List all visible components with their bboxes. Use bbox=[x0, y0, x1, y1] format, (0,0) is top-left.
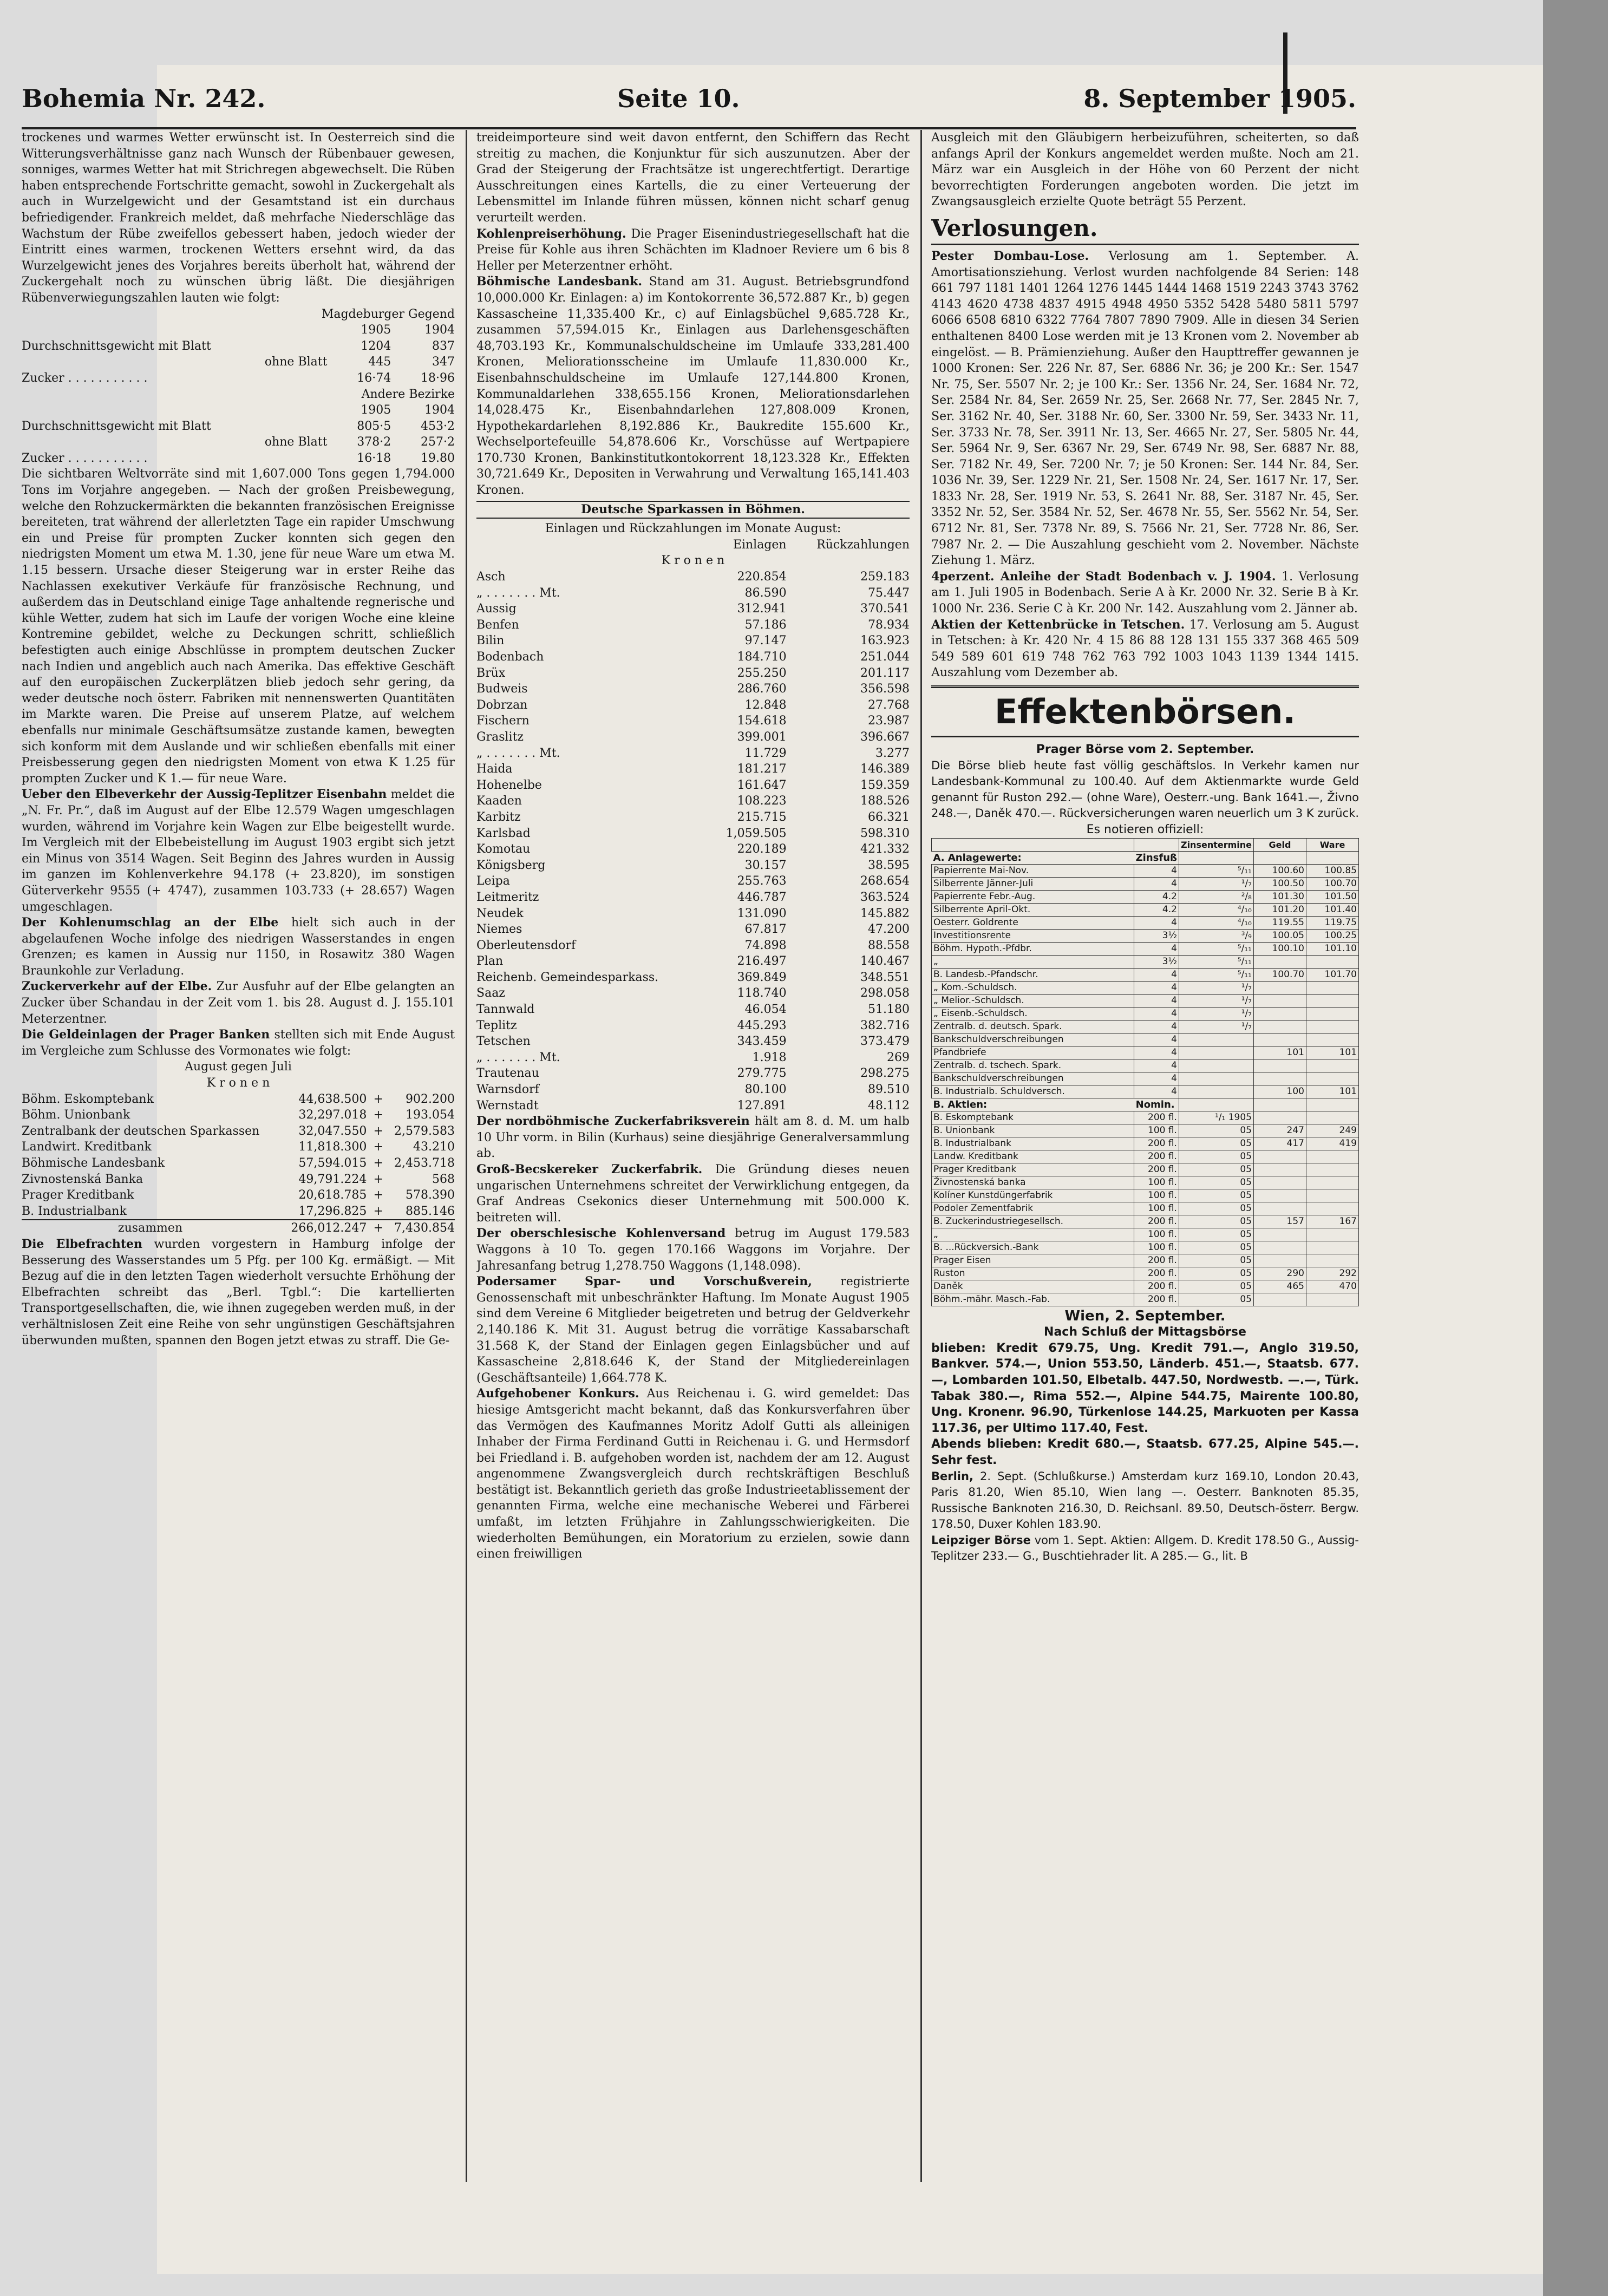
table-row: Reichenb. Gemeindesparkass. 369.849 348.551 bbox=[476, 970, 910, 984]
quotation-row: Zentralb. d. tschech. Spark. 4 bbox=[932, 1059, 1359, 1072]
table-row: Hohenelbe 161.647 159.359 bbox=[476, 778, 910, 792]
article-bankruptcy-cont: Ausgleich mit den Gläubigern herbeizuführen, scheiterten, so daß anfangs April der Konkurs angemeldet werden mußte. Noch am 21. März war ein Ausgleich in der Höhe von 60 Perzent der nicht bevorrechtigten Forderungen angeboten worden. Die jetzt im Zwangsausgleich erzielte Quote beträgt 55 Perzent. bbox=[931, 131, 1359, 209]
table-row: Kaaden 108.223 188.526 bbox=[476, 794, 910, 808]
table-row: Tannwald 46.054 51.180 bbox=[476, 1003, 910, 1017]
page-number: Seite 10. bbox=[617, 84, 740, 113]
article-sugar-elbe: Zuckerverkehr auf der Elbe. Zur Ausfuhr auf der Elbe gelangten an Zucker über Schandau in der Zeit vom 1. bis 28. August d. J. 155.101 Meterzentner. bbox=[22, 979, 455, 1026]
prague-exchange-sub: Es notieren offiziell: bbox=[1086, 822, 1204, 836]
table-row: Plan 216.497 140.467 bbox=[476, 954, 910, 969]
table-row: Bodenbach 184.710 251.044 bbox=[476, 650, 910, 664]
table-row: Tetschen 343.459 373.479 bbox=[476, 1035, 910, 1049]
quotation-row: Ruston 200 fl. 05 290 292 bbox=[932, 1267, 1359, 1280]
article-coal-price: Kohlenpreiserhöhung. Die Prager Eisenindustriegesellschaft hat die Preise für Kohle aus ihren Schächten im Kladnoer Reviere um 6 bis 8 Heller per Meterzentner erhöht. bbox=[476, 226, 910, 273]
quotation-row: Silberrente April-Okt. 4.2 ⁴/₁₀ 101.20 101.40 bbox=[932, 903, 1359, 916]
table-row: Leitmeritz 446.787 363.524 bbox=[476, 890, 910, 904]
table-row: Leipa 255.763 268.654 bbox=[476, 874, 910, 888]
article-elbe-traffic: Ueber den Elbeverkehr der Aussig-Teplitzer Eisenbahn meldet die „N. Fr. Pr.“, daß im August auf der Elbe 12.579 Wagen umgeschlagen wurden, während im Vorjahre kein Wagen zur Elbe beigestellt wurde. Im Vergleich mit der Elbebeistellung im August 1903 ergibt sich jetzt ein Minus von 3514 Wagen. Seit Beginn des Jahres wurden in Aussig im ganzen im Kohlenverkehre 94.178 (+ 23.820), im sonstigen Güterverkehr 9555 (+ 4747), zusammen 103.733 (+ 28.657) Wagen umgeschlagen. bbox=[22, 787, 455, 914]
section-subheading: Einlagen und Rückzahlungen im Monate August: bbox=[545, 522, 841, 536]
quotation-row: B. Industrialb. Schuldversch. 4 100 101 bbox=[932, 1085, 1359, 1098]
article-landesbank: Böhmische Landesbank. Stand am 31. August. Betriebsgrundfond 10,000.000 Kr. Einlagen: a) im Kontokorrente 36,572.887 Kr., b) gegen Kassascheine 11,335.400 Kr., c) auf Einlagsbüchel 9,685.728 Kr., zusammen 57,594.015 Kr., Einlagen aus Darlehensgeschäften 48,703.193 Kr., Kommunalschuldscheine im Umlaufe 333,281.400 Kronen, Meliorationsscheine im Umlaufe 11,830.000 Kr., Eisenbahnschuldscheine im Umlaufe 127,144.800 Kronen, Kommunaldarlehen 338,655.156 Kronen, Meliorationsdarlehen 14,028.475 Kr., Eisenbahndarlehen 127,808.009 Kronen, Hypothekardarlehen 8,192.886 Kr., Baukredite 155.600 Kr., Wechselportefeuille 54,878.606 Kr., Vorschüsse auf Wertpapiere 170.730 Kronen, Bankinstitutkontokorrent 18,123.328 Kr., Effekten 30,721.649 Kr., Depositen in Verwahrung und Verwaltung 165,141.403 Kronen. bbox=[476, 274, 910, 498]
article-freight-cont: treideimporteure sind weit davon entfernt, den Schiffern das Recht streitig zu machen, die Konjunktur für sich auszunutzen. Aber der Grad der Steigerung der Frachtsätze ist ungerechtfertigt. Derartige Ausschreitungen eines Kartells, die zu einer Verteuerung der Lebensmittel im Inlande führen müssen, können nicht scharf genug verurteilt werden. bbox=[476, 131, 910, 225]
article-podersam: Podersamer Spar- und Vorschußverein, registrierte Genossenschaft mit unbeschränkter Haftung. Im Monate August 1905 sind dem Vereine 6 Mitglieder beigetreten und betrug der Geldverkehr 2,140.186 K. Mit 31. August betrug die vorrätige Kassabarschaft 31.568 K, der Stand der Einlagen gegen Einlagsbücher und auf Kassascheine 2,818.646 K, der Stand der Mitgliedereinlagen (Geschäftsanteile) 1,664.778 K. bbox=[476, 1274, 910, 1385]
quotation-row: Zentralb. d. deutsch. Spark. 4 ¹/₇ bbox=[932, 1020, 1359, 1033]
table-row: Aussig 312.941 370.541 bbox=[476, 602, 910, 616]
berlin-report: Berlin, 2. Sept. (Schlußkurse.) Amsterdam kurz 169.10, London 20.43, Paris 81.20, Wien 85.10, Wien lang —. Oesterr. Banknoten 85.35, Russische Banknoten 216.30, D. Reichsanl. 89.50, Deutsch-österr. Bergw. 178.50, Duxer Kohlen 183.90. bbox=[931, 1469, 1359, 1531]
beet-table-other: 1905 1904 Durchschnittsgewicht mit Blatt 805·5 453·2 ohne Blatt 378·2 257·2 Zucker . . . . . . . . . . . 16·18 19.80 bbox=[22, 402, 455, 466]
table-row: „ . . . . . . . Mt. 1.918 269 bbox=[476, 1050, 910, 1064]
quotation-row: B. ...Rückversich.-Bank 100 fl. 05 bbox=[932, 1241, 1359, 1254]
prague-exchange-report: Die Börse blieb heute fast völlig geschäftslos. In Verkehr kamen nur Landesbank-Kommunal zu 100.40. Auf dem Aktienmarkte wurde Geld genannt für Ruston 292.— (ohne Ware), Oesterr.-ung. Bank 1641.—, Živno 248.—, Daněk 470.—. Rückversicherungen waren neuerlich um 3 K zurück. bbox=[931, 758, 1359, 820]
table-row: Asch 220.854 259.183 bbox=[476, 570, 910, 584]
quotation-row: Prager Kreditbank 200 fl. 05 bbox=[932, 1163, 1359, 1176]
quotation-row: „ Eisenb.-Schuldsch. 4 ¹/₇ bbox=[932, 1007, 1359, 1020]
quotation-row: Prager Eisen 200 fl. 05 bbox=[932, 1254, 1359, 1267]
quotation-row: „ 3½ ⁵/₁₁ bbox=[932, 955, 1359, 968]
quotation-row: Investitionsrente 3½ ³/₉ 100.05 100.25 bbox=[932, 929, 1359, 942]
table-row: Zivnostenská Banka 49,791.224 + 568 bbox=[22, 1172, 455, 1186]
bank-deposit-table bbox=[22, 1091, 455, 1237]
prague-exchange-title: Prager Börse vom 2. September. bbox=[1036, 743, 1254, 756]
vienna-subtitle: Nach Schluß der Mittagsbörse bbox=[1044, 1325, 1246, 1339]
table-row: Bilin 97.147 163.923 bbox=[476, 634, 910, 648]
table-row: Böhmische Landesbank 57,594.015 + 2,453.718 bbox=[22, 1156, 455, 1170]
beet-table-magdeburg: 1905 1904 Durchschnittsgewicht mit Blatt 1204 837 ohne Blatt 445 347 Zucker . . . . . . . . . . . 16·74 18·96 bbox=[22, 322, 455, 386]
table-heading: Andere Bezirke bbox=[361, 387, 455, 401]
quotation-row: Podoler Zementfabrik 100 fl. 05 bbox=[932, 1202, 1359, 1215]
article-elbe-freight: Die Elbefrachten wurden vorgestern in Hamburg infolge der Besserung des Wasserstandes um 5 Pfg. per 100 Kg. ermäßigt. — Mit Bezug auf die in den letzten Tagen wiederholt versuchte Erhöhung der Elbefrachten schreibt das „Berl. Tgbl.“: Die kartellierten Transportgesellschaften, die, wie ihnen zugegeben werden muß, in der verhältnislosen Zeit eine Reihe von sehr ungünstigen Geschäftsjahren überwunden mußten, spannen den Bogen jetzt etwas zu straff. Die Ge- bbox=[22, 1237, 455, 1347]
quotation-row: Landw. Kreditbank 200 fl. 05 bbox=[932, 1150, 1359, 1163]
table-row: Trautenau 279.775 298.275 bbox=[476, 1067, 910, 1081]
column-3 bbox=[931, 130, 1359, 2182]
article-coal-elbe: Der Kohlenumschlag an der Elbe hielt sich auch in der abgelaufenen Woche infolge des niedrigen Wasserstandes in engen Grenzen; es kamen in Aussig nur 1150, in Rosawitz 380 Wagen Braunkohle zur Verladung. bbox=[22, 915, 455, 978]
article-silesian-coal: Der oberschlesische Kohlenversand betrug im August 179.583 Waggons à 10 To. gegen 170.166 Waggons im Vorjahre. Der Jahresanfang betrug 1,278.750 Waggons (1,148.098). bbox=[476, 1226, 910, 1273]
table-row: Dobrzan 12.848 27.768 bbox=[476, 698, 910, 712]
table-row: Komotau 220.189 421.332 bbox=[476, 842, 910, 856]
table-row: Wernstadt 127.891 48.112 bbox=[476, 1098, 910, 1113]
quotation-row: „ Kom.-Schuldsch. 4 ¹/₇ bbox=[932, 981, 1359, 994]
table-row: ohne Blatt 378·2 257·2 bbox=[264, 435, 455, 449]
page-header bbox=[22, 84, 1356, 129]
quotation-row: B. Unionbank 100 fl. 05 247 249 bbox=[932, 1124, 1359, 1137]
article-bankruptcy: Aufgehobener Konkurs. Aus Reichenau i. G. wird gemeldet: Das hiesige Amtsgericht macht bekannt, daß das Konkursverfahren über das Vermögen des Kaufmannes Moritz Adolf Gutti als alleinigen Inhaber der Firma Ferdinand Gutti in Reichenau i. G. und Hermsdorf bei Friedland i. B. aufgehoben worden ist, nachdem der am 12. August angenommene Zwangsvergleich durch rechtskräftigen Beschluß bestätigt ist. Bekanntlich gerieth das große Industrieetablissement der genannten Firma, welche eine mechanische Weberei und Färberei umfaßt, im letzten Frühjahre in Zahlungsschwierigkeiten. Die wiederholten Bemühungen, ein Moratorium zu erzielen, sowie dann einen freiwilligen bbox=[476, 1386, 910, 1561]
quotation-row: Pfandbriefe 4 101 101 bbox=[932, 1046, 1359, 1059]
table-row: Böhm. Unionbank 32,297.018 + 193.054 bbox=[22, 1108, 455, 1122]
table-row: Königsberg 30.157 38.595 bbox=[476, 858, 910, 872]
quotation-row: Oesterr. Goldrente 4 ⁴/₁₀ 119.55 119.75 bbox=[932, 916, 1359, 929]
table-row: B. Industrialbank 17,296.825 + 885.146 bbox=[22, 1204, 455, 1218]
table-row: Neudek 131.090 145.882 bbox=[476, 906, 910, 920]
article-gross-becskerek: Groß-Becskereker Zuckerfabrik. Die Gründung dieses neuen ungarischen Unternehmens schreitet der Verwirklichung entgegen, da Graf Andreas Csekonics dieser Unternehmung mit 500.000 K. beitreten will. bbox=[476, 1162, 910, 1225]
article-world-stocks: Die sichtbaren Weltvorräte sind mit 1,607.000 Tons gegen 1,794.000 Tons im Vorjahre angegeben. — Nach der großen Preisbewegung, welche den Rohzuckermärkten die bekannten französischen Ereignisse bereiteten, trat während der allerletzten Tage ein rapider Umschwung ein und Preise für prompten Zucker konnten sich gegen den niedrigsten Moment um etwa M. 1.30, jene für neue Ware um etwa M. 1.15 bessern. Ursache dieser Steigerung war in erster Reihe das Nachlassen exekutiver Verkäufe für französische Rechnung, und außerdem das in Deutschland einige Tage anhaltende regnerische und kühle Wetter, zudem hat sich im Laufe der vorigen Woche eine kleine Kontremine gebildet, welche zu Deckungen schritt, schließlich befestigten auch einige Abschlüsse in promptem deutschen Zucker nach Indien und angeblich auch nach Amerika. Das effektive Geschäft auf den europäischen Zuckerplätzen blieb jedoch sehr gering, da weder deutsche noch österr. Fabriken mit nennenswerten Quantitäten im Markte waren. Die Preise auf unserem Platze, auf welchem ebenfalls nur minimale Geschäftsumsätze zustande kamen, bewegten sich konform mit dem Auslande und wir schließen ebenfalls mit einer Preisbesserung gegen den niedrigsten Moment von etwa K 1.25 für prompten Zucker und K 1.— für neue Ware. bbox=[22, 467, 455, 786]
table-row: Niemes 67.817 47.200 bbox=[476, 923, 910, 937]
quotation-row: B. Zuckerindustriegesellsch. 200 fl. 05 157 167 bbox=[932, 1215, 1359, 1228]
table-row: Teplitz 445.293 382.716 bbox=[476, 1018, 910, 1032]
column-2 bbox=[476, 130, 910, 2182]
quotation-row: Kolíner Kunstdüngerfabrik 100 fl. 05 bbox=[932, 1189, 1359, 1202]
vienna-title: Wien, 2. September. bbox=[1064, 1307, 1226, 1324]
quotation-row: Živnostenská banka 100 fl. 05 bbox=[932, 1176, 1359, 1189]
quotation-row: „ 100 fl. 05 bbox=[932, 1228, 1359, 1241]
table-row: Graslitz 399.001 396.667 bbox=[476, 730, 910, 744]
quotation-row: Daněk 200 fl. 05 465 470 bbox=[932, 1280, 1359, 1293]
quotation-row: Silberrente Jänner-Juli 4 ¹/₇ 100.50 100.70 bbox=[932, 877, 1359, 890]
table-row: Warnsdorf 80.100 89.510 bbox=[476, 1083, 910, 1097]
quotation-row: Papierrente Mai-Nov. 4 ⁵/₁₁ 100.60 100.85 bbox=[932, 864, 1359, 877]
table-row: Karbitz 215.715 66.321 bbox=[476, 810, 910, 824]
table-row: Saaz 118.740 298.058 bbox=[476, 986, 910, 1000]
savings-table: Einlagen Rückzahlungen K r o n e n Asch 220.854 259.183 „ . . . . . . . Mt. 86.590 75.447 Aussig 312.941 370.541 Benfen 57.186 78.934 Bilin 97.147 163.923 Bodenbach 184.710 251.044 Brüx 255.250 201.117 Budweis 286.760 356.598 Dobrzan 12.848 27.768 Fischern 154.618 23.987 Graslitz 399.001 396.667 „ . . . . . . . Mt. 11.729 3.277 Haida 181.217 146.389 Hohenelbe 161.647 159.359 Kaaden 108.223 188.526 Karbitz 215.715 66.321 Karlsbad 1,059.505 598.310 Komotau 220.189 421.332 Königsberg 30.157 38.595 Leipa 255.763 268.654 Leitmeritz 446.787 363.524 Neudek 131.090 145.882 Niemes 67.817 47.200 Oberleutensdorf 74.898 88.558 Plan 216.497 140.467 Reichenb. Gemeindesparkass. 369.849 348.551 Saaz 118.740 298.058 Tannwald 46.054 51.180 Teplitz 445.293 382.716 Tetschen 343.459 373.479 „ . . . . . . . Mt. 1.918 269 Trautenau 279.775 298.275 Warnsdorf 80.100 89.510 Wernstadt 127.891 48.112 bbox=[476, 537, 910, 1114]
article-bodenbach-loan: 4perzent. Anleihe der Stadt Bodenbach v. J. 1904. 1. Verlosung am 1. Juli 1905 in Bodenbach. Serie A à Kr. 2000 Nr. 32. Serie B à Kr. 1000 Nr. 236. Serie C à Kr. 200 Nr. 142. Auszahlung vom 2. Jänner ab. bbox=[931, 569, 1359, 616]
scan-edge bbox=[1543, 0, 1608, 2296]
table-row: Budweis 286.760 356.598 bbox=[476, 682, 910, 696]
table-total-row: zusammen 266,012.247 + 7,430.854 bbox=[22, 1220, 455, 1237]
column-1 bbox=[22, 130, 455, 2182]
article-bank-deposits: Die Geldeinlagen der Prager Banken stellten sich mit Ende August im Vergleiche zum Schlusse des Vormonates wie folgt: bbox=[22, 1028, 455, 1058]
quotation-row: Böhm.-mähr. Masch.-Fab. 200 fl. 05 bbox=[932, 1293, 1359, 1306]
table-row: Durchschnittsgewicht mit Blatt 805·5 453·2 bbox=[22, 419, 455, 433]
table-row: „ . . . . . . . Mt. 11.729 3.277 bbox=[476, 746, 910, 760]
article-sugar-weather: trockenes und warmes Wetter erwünscht ist. In Oesterreich sind die Witterungsverhältnisse ganz nach Wunsch der Rübenbauer gewesen, sonniges, warmes Wetter hat mit Strichregen abgewechselt. Die Rüben haben entsprechende Fortschritte gemacht, sowohl in Zuckergehalt als auch in Wurzelgewicht und der Gesamtstand ist ein durchaus befriedigender. Frankreich meldet, daß mehrfache Niederschläge das Wachstum der Rübe zweifellos gebessert haben, jedoch wieder der Eintritt eines warmen, trockenen Wetters ersehnt wird, da das Wurzelgewicht jenes des Vorjahres bereits überholt hat, während der Zuckergehalt noch zu wünschen übrig läßt. Die diesjährigen Rübenverwiegungszahlen lauten wie folgt: bbox=[22, 131, 455, 305]
table-row: Böhm. Eskomptebank 44,638.500 + 902.200 bbox=[22, 1092, 455, 1106]
table-row: Karlsbad 1,059.505 598.310 bbox=[476, 826, 910, 840]
quotation-table: Zinsentermine Geld Ware A. Anlagewerte: Zinsfuß Papierrente Mai-Nov. 4 ⁵/₁₁ 100.60 100.85 Silberrente Jänner-Juli 4 ¹/₇ 100.50 100.70 Papierrente Febr.-Aug. 4.2 ²/₈ 101.30 101.50 Silberrente April-Okt. 4.2 ⁴/₁₀ 101.20 101.40 Oesterr. Goldrente 4 ⁴/₁₀ 119.55 119.75 Investitionsrente 3½ ³/₉ 100.05 100.25 Böhm. Hypoth.-Pfdbr. 4 ⁵/₁₁ 100.10 101.10 „ 3½ ⁵/₁₁ B. Landesb.-Pfandschr. 4 ⁵/₁₁ 100.70 101.70 „ Kom.-Schuldsch. 4 ¹/₇ „ Melior.-Schuldsch. 4 ¹/₇ „ Eisenb.-Schuldsch. 4 ¹/₇ Zentralb. d. deutsch. Spark. 4 ¹/₇ Bankschuldverschreibungen 4 Pfandbriefe 4 101 101 Zentralb. d. tschech. Spark. 4 Bankschuldverschreibungen 4 B. Industrialb. Schuldversch. 4 100 101 B. Aktien: Nomin. B. Eskomptebank 200 fl. ¹/₁ 1905 B. Unionbank 100 fl. 05 247 249 B. Industrialbank 200 fl. 05 417 419 Landw. Kreditbank 200 fl. 05 Prager Kreditbank 200 fl. 05 Živnostenská banka 100 fl. 05 Kolíner Kunstdüngerfabrik 100 fl. 05 Podoler Zementfabrik 100 fl. 05 B. Zuckerindustriegesellsch. 200 fl. 05 157 167 „ 100 fl. 05 B. ...Rückversich.-Bank 100 fl. 05 Prager Eisen 200 fl. 05 Ruston 200 fl. 05 290 292 Daněk 200 fl. 05 465 470 Böhm.-mähr. Masch.-Fab. 200 fl. 05 bbox=[931, 838, 1359, 1306]
table-row: Durchschnittsgewicht mit Blatt 1204 837 bbox=[22, 339, 455, 353]
issue-date: 8. September 1905. bbox=[1083, 84, 1356, 113]
quotation-row: Papierrente Febr.-Aug. 4.2 ²/₈ 101.30 101.50 bbox=[932, 890, 1359, 903]
quotation-row: B. Landesb.-Pfandschr. 4 ⁵/₁₁ 100.70 101.70 bbox=[932, 968, 1359, 981]
table-row: Zucker . . . . . . . . . . . 16·74 18·96 bbox=[22, 371, 455, 385]
table-row: Benfen 57.186 78.934 bbox=[476, 618, 910, 632]
table-row: Oberleutensdorf 74.898 88.558 bbox=[476, 938, 910, 952]
column-rule bbox=[466, 130, 467, 2182]
section-title-lotteries: Verlosungen. bbox=[931, 213, 1359, 245]
article-sugar-association: Der nordböhmische Zuckerfabriksverein hält am 8. d. M. um halb 10 Uhr vorm. in Bilin (Kurhaus) seine diesjährige Generalversammlung ab. bbox=[476, 1114, 910, 1161]
quotation-row: Bankschuldverschreibungen 4 bbox=[932, 1033, 1359, 1046]
article-chain-bridge: Aktien der Kettenbrücke in Tetschen. 17. Verlosung am 5. August in Tetschen: à Kr. 420 Nr. 4 15 86 88 128 131 155 337 368 465 509 549 589 601 619 748 762 763 792 1003 1043 1139 1344 1415. Auszahlung vom Dezember ab. bbox=[931, 617, 1359, 680]
table-row: Zentralbank der deutschen Sparkassen 32,047.550 + 2,579.583 bbox=[22, 1124, 455, 1138]
table-row: Brüx 255.250 201.117 bbox=[476, 666, 910, 680]
article-pester-lose: Pester Dombau-Lose. Verlosung am 1. September. A. Amortisationsziehung. Verlost wurden nachfolgende 84 Serien: 148 661 797 1181 1401 1264 1276 1445 1444 1468 1519 2243 3743 3762 4143 4620 4738 4837 4915 4948 4950 5352 5428 5480 5811 5797 6066 6508 6810 6322 7764 7807 7890 7909. Alle in diesen 34 Serien enthaltenen 8400 Lose werden mit je 13 Kronen vom 2. November ab eingelöst. — B. Prämienziehung. Außer den Haupttreffer gewannen je 1000 Kronen: Ser. 226 Nr. 87, Ser. 6886 Nr. 36; je 200 Kr.: Ser. 1547 Nr. 75, Ser. 5507 Nr. 2; je 100 Kr.: Ser. 1356 Nr. 24, Ser. 1684 Nr. 72, Ser. 2584 Nr. 84, Ser. 2659 Nr. 25, Ser. 2668 Nr. 77, Ser. 2845 Nr. 7, Ser. 3162 Nr. 40, Ser. 3188 Nr. 60, Ser. 3300 Nr. 59, Ser. 3433 Nr. 11, Ser. 3733 Nr. 78, Ser. 3911 Nr. 13, Ser. 4665 Nr. 27, Ser. 5805 Nr. 44, Ser. 5964 Nr. 9, Ser. 6367 Nr. 29, Ser. 6749 Nr. 98, Ser. 6887 Nr. 88, Ser. 7182 Nr. 49, Ser. 7200 Nr. 7; je 50 Kronen: Ser. 144 Nr. 84, Ser. 1036 Nr. 39, Ser. 1229 Nr. 21, Ser. 1508 Nr. 24, Ser. 1617 Nr. 17, Ser. 1833 Nr. 28, Ser. 1919 Nr. 53, S. 2641 Nr. 88, Ser. 3187 Nr. 45, Ser. 3352 Nr. 52, Ser. 3584 Nr. 52, Ser. 4678 Nr. 55, Ser. 5562 Nr. 54, Ser. 6712 Nr. 81, Ser. 7378 Nr. 89, S. 7566 Nr. 21, Ser. 7728 Nr. 86, Ser. 7987 Nr. 2. — Die Auszahlung geschieht vom 2. November. Nächste Ziehung 1. März. bbox=[931, 248, 1359, 568]
paper-title: Bohemia Nr. 242. bbox=[22, 84, 266, 113]
table-unit: K r o n e n bbox=[206, 1076, 270, 1090]
section-title-stock-exchanges: Effektenbörsen. bbox=[931, 685, 1359, 737]
quotation-row: B. Eskomptebank 200 fl. ¹/₁ 1905 bbox=[932, 1111, 1359, 1124]
table-heading: Magdeburger Gegend bbox=[321, 307, 455, 321]
quotation-row: Bankschuldverschreibungen 4 bbox=[932, 1072, 1359, 1085]
table-row: ohne Blatt 445 347 bbox=[264, 355, 455, 369]
table-row: Haida 181.217 146.389 bbox=[476, 762, 910, 776]
vienna-evening: Abends blieben: Kredit 680.—, Staatsb. 677.25, Alpine 545.—. Sehr fest. bbox=[931, 1437, 1359, 1467]
column-rule bbox=[920, 130, 922, 2182]
vienna-report: blieben: Kredit 679.75, Ung. Kredit 791.—, Anglo 319.50, Bankver. 574.—, Union 553.50, Länderb. 451.—, Staatsb. 677.—, Lombarden 101.50, Elbetalb. 447.50, Nordwestb. —.—, Türk. Tabak 380.—, Rima 552.—, Alpine 544.75, Mairente 100.80, Ung. Kronenr. 96.90, Türkenlose 144.25, Markuoten per Kassa 117.36, per Ultimo 117.40, Fest. bbox=[931, 1341, 1359, 1435]
table-row: Landwirt. Kreditbank 11,818.300 + 43.210 bbox=[22, 1140, 455, 1154]
table-row: Prager Kreditbank 20,618.785 + 578.390 bbox=[22, 1188, 455, 1202]
quotation-row: B. Industrialbank 200 fl. 05 417 419 bbox=[932, 1137, 1359, 1150]
table-row: Zucker . . . . . . . . . . . 16·18 19.80 bbox=[22, 451, 455, 465]
quotation-row: Böhm. Hypoth.-Pfdbr. 4 ⁵/₁₁ 100.10 101.10 bbox=[932, 942, 1359, 955]
table-row: Fischern 154.618 23.987 bbox=[476, 714, 910, 728]
table-heading: August gegen Juli bbox=[185, 1060, 292, 1074]
section-heading: Deutsche Sparkassen in Böhmen. bbox=[476, 501, 910, 519]
leipzig-report: Leipziger Börse vom 1. Sept. Aktien: Allgem. D. Kredit 178.50 G., Aussig-Teplitzer 233.— G., Buschtiehrader lit. A 285.— G., lit. B bbox=[931, 1533, 1359, 1563]
quotation-row: „ Melior.-Schuldsch. 4 ¹/₇ bbox=[932, 994, 1359, 1007]
table-row: „ . . . . . . . Mt. 86.590 75.447 bbox=[476, 586, 910, 600]
